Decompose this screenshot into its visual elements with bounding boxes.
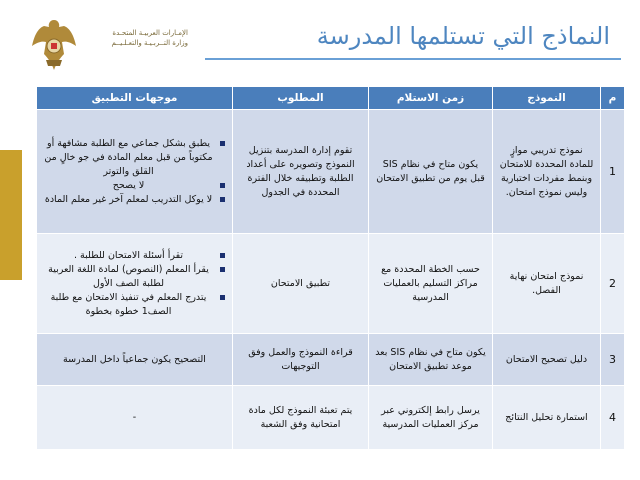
row-time: حسب الخطة المحددة مع مراكز التسليم بالعمليات المدرسية bbox=[369, 234, 493, 334]
directive-item: لا يوكل التدريب لمعلم آخر غير معلم المادة bbox=[44, 193, 213, 205]
row-number: 4 bbox=[601, 386, 625, 450]
table-header-row bbox=[37, 87, 625, 110]
directive-item: تقرأ أسئلة الامتحان للطلبة . bbox=[43, 249, 214, 263]
row-required: يتم تعبئة النموذج لكل مادة امتحانية وفق الشعبة bbox=[233, 386, 369, 450]
row-required: تقوم إدارة المدرسة بتنزيل النموذج وتصويره على أعداد الطلبة وتطبيقه خلال الفترة المحددة في الجدول bbox=[233, 110, 369, 234]
table-row bbox=[37, 234, 625, 334]
row-model: نموذج تدريبي موازٍ للمادة المحددة للامتحان وبنمط مفردات اختبارية وليس نموذج امتحان. bbox=[493, 110, 601, 234]
row-number: 2 bbox=[601, 234, 625, 334]
directive-item: لا يصحح bbox=[43, 179, 214, 193]
falcon-emblem-icon bbox=[28, 14, 80, 74]
row-number: 3 bbox=[601, 334, 625, 386]
row-model: دليل تصحيح الامتحان bbox=[493, 334, 601, 386]
directive-item: يقرأ المعلم (النصوص) لمادة اللغة العربية لطلبة الصف الأول bbox=[43, 263, 214, 291]
row-required: تطبيق الامتحان bbox=[233, 234, 369, 334]
row-time: يكون متاح في نظام SIS قبل يوم من تطبيق الامتحان bbox=[369, 110, 493, 234]
row-directives bbox=[37, 234, 233, 334]
forms-table bbox=[36, 86, 625, 450]
table-row bbox=[37, 386, 625, 450]
column-header-time: زمن الاستلام bbox=[369, 87, 493, 110]
row-time: يكون متاح في نظام SIS بعد موعد تطبيق الامتحان bbox=[369, 334, 493, 386]
directive-item: يتدرج المعلم في تنفيذ الامتحان مع طلبة الصف1 خطوة بخطوة bbox=[43, 291, 214, 319]
table-row bbox=[37, 334, 625, 386]
row-model: استمارة تحليل النتائج bbox=[493, 386, 601, 450]
column-header-directives: موجهات التطبيق bbox=[37, 87, 233, 110]
column-header-required: المطلوب bbox=[233, 87, 369, 110]
row-required: قراءة النموذج والعمل وفق التوجيهات bbox=[233, 334, 369, 386]
row-model: نموذج امتحان نهاية الفصل. bbox=[493, 234, 601, 334]
accent-bar bbox=[0, 150, 22, 280]
row-directives: - bbox=[37, 386, 233, 450]
row-number: 1 bbox=[601, 110, 625, 234]
title-underline bbox=[205, 58, 621, 60]
logo-line-1: الإمـارات العربيـة المتحـدة bbox=[112, 29, 188, 37]
table-row bbox=[37, 110, 625, 234]
directive-item: يطبق بشكل جماعي مع الطلبة مشافهة أو مكتوباً من قبل معلم المادة في جو خالٍ من القلق والتوتر bbox=[44, 137, 213, 177]
row-time: يرسل رابط إلكتروني عبر مركز العمليات المدرسية bbox=[369, 386, 493, 450]
ministry-logo bbox=[6, 14, 192, 78]
column-header-model: النموذج bbox=[493, 87, 601, 110]
slide-title: النماذج التي تستلمها المدرسة bbox=[316, 22, 610, 50]
row-directives bbox=[37, 110, 233, 234]
row-directives: التصحيح يكون جماعياً داخل المدرسة bbox=[37, 334, 233, 386]
logo-line-2: وزارة التــربـيـة والتعـلـيــم bbox=[111, 39, 188, 47]
column-header-number: م bbox=[601, 87, 625, 110]
